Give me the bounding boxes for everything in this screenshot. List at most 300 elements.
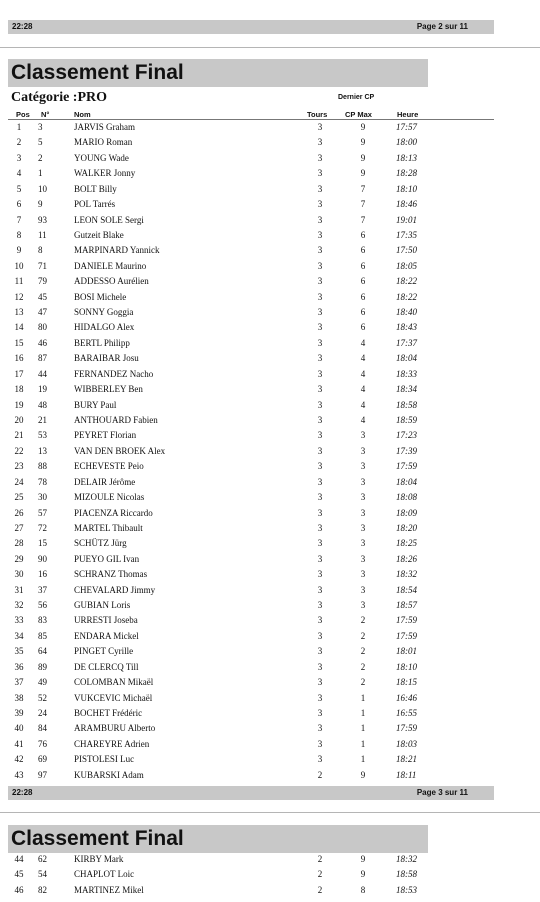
cell-pos: 46: [14, 884, 24, 895]
cell-pos: 39: [14, 707, 24, 718]
cell-pos: 14: [14, 322, 24, 333]
table-row: [0, 867, 540, 882]
cell-tours: 3: [317, 538, 323, 549]
cell-heure: 18:53: [396, 884, 417, 895]
cell-pos: 15: [14, 337, 24, 348]
table-row: [0, 691, 540, 706]
cell-pos: 35: [14, 646, 24, 657]
header-heure: Heure: [397, 110, 419, 119]
cell-cp: 6: [360, 307, 366, 318]
cell-num: 9: [38, 199, 43, 210]
cell-tours: 3: [317, 337, 323, 348]
table-row: [0, 675, 540, 690]
table-row: [0, 243, 540, 258]
cell-cp: 2: [360, 677, 366, 688]
cell-cp: 1: [360, 707, 366, 718]
cell-cp: 3: [360, 445, 366, 456]
table-row: [0, 852, 540, 867]
cell-nom: YOUNG Wade: [74, 152, 129, 163]
cell-cp: 9: [360, 152, 366, 163]
cell-heure: 18:15: [396, 677, 417, 688]
cell-tours: 3: [317, 122, 323, 132]
cell-heure: 18:10: [396, 183, 417, 194]
cell-heure: 18:10: [396, 661, 417, 672]
cell-tours: 3: [317, 522, 323, 533]
cell-pos: 3: [16, 152, 22, 163]
cell-nom: BARAIBAR Josu: [74, 353, 139, 364]
cell-tours: 3: [317, 307, 323, 318]
table-row: [0, 413, 540, 428]
cell-heure: 18:22: [396, 276, 417, 287]
cell-cp: 3: [360, 492, 366, 503]
cell-cp: 3: [360, 584, 366, 595]
cell-tours: 3: [317, 461, 323, 472]
cell-cp: 3: [360, 569, 366, 580]
cell-nom: BURY Paul: [74, 399, 117, 410]
cell-heure: 18:40: [396, 307, 417, 318]
table-row: [0, 752, 540, 767]
cell-pos: 11: [14, 276, 24, 287]
cell-pos: 26: [14, 507, 24, 518]
cell-cp: 4: [360, 414, 366, 425]
cell-cp: 3: [360, 476, 366, 487]
cell-num: 57: [38, 507, 47, 518]
page-number: Page 2 sur 11: [416, 22, 468, 31]
cell-nom: ECHEVESTE Peio: [74, 461, 144, 472]
cell-nom: JARVIS Graham: [74, 122, 136, 132]
table-row: [0, 166, 540, 181]
cell-cp: 9: [360, 168, 366, 179]
cell-num: 16: [38, 569, 47, 580]
cell-cp: 7: [360, 183, 366, 194]
table-row: [0, 644, 540, 659]
cell-heure: 18:05: [396, 260, 417, 271]
page-divider: [0, 47, 540, 48]
cell-heure: 16:46: [396, 692, 417, 703]
cell-nom: VUKCEVIC Michaël: [74, 692, 153, 703]
cell-nom: BOLT Billy: [74, 183, 117, 194]
cell-cp: 9: [360, 122, 366, 132]
cell-heure: 18:57: [396, 600, 417, 611]
page-number-2: Page 3 sur 11: [416, 788, 468, 797]
cell-tours: 3: [317, 199, 323, 210]
table-row: [0, 475, 540, 490]
table-row: [0, 197, 540, 212]
cell-pos: 34: [14, 630, 24, 641]
cell-nom: DE CLERCQ Till: [74, 661, 139, 672]
cell-tours: 3: [317, 445, 323, 456]
cell-nom: DANIELE Maurino: [74, 260, 147, 271]
table-row: [0, 351, 540, 366]
cell-num: 84: [38, 723, 47, 734]
cell-nom: ADDESSO Aurélien: [74, 276, 149, 287]
cell-nom: ANTHOUARD Fabien: [74, 414, 158, 425]
cell-pos: 37: [14, 677, 24, 688]
cell-pos: 38: [14, 692, 24, 703]
cell-tours: 3: [317, 276, 323, 287]
cell-cp: 3: [360, 430, 366, 441]
cell-tours: 3: [317, 214, 323, 225]
cell-heure: 18:58: [396, 399, 417, 410]
cell-cp: 9: [360, 854, 366, 864]
header-num: N°: [41, 110, 50, 119]
cell-pos: 33: [14, 615, 24, 626]
cell-tours: 3: [317, 630, 323, 641]
cell-num: 44: [38, 368, 47, 379]
cell-tours: 3: [317, 353, 323, 364]
cell-num: 69: [38, 754, 47, 765]
cell-nom: ENDARA Mickel: [74, 630, 139, 641]
cell-num: 24: [38, 707, 47, 718]
cell-pos: 13: [14, 307, 24, 318]
cell-heure: 17:39: [396, 445, 417, 456]
cell-tours: 3: [317, 677, 323, 688]
header-nom: Nom: [74, 110, 91, 119]
cell-nom: SCHÜTZ Jürg: [74, 538, 127, 549]
table-row: [0, 151, 540, 166]
cell-pos: 30: [14, 569, 24, 580]
cell-nom: FERNANDEZ Nacho: [74, 368, 154, 379]
table-row: [0, 274, 540, 289]
cell-heure: 19:01: [396, 214, 417, 225]
cell-pos: 7: [16, 214, 22, 225]
cell-num: 3: [38, 122, 43, 132]
table-row: [0, 213, 540, 228]
cell-tours: 3: [317, 754, 323, 765]
cell-tours: 3: [317, 507, 323, 518]
cell-cp: 1: [360, 692, 366, 703]
cell-heure: 18:22: [396, 291, 417, 302]
page-divider-2: [0, 812, 540, 813]
cell-num: 89: [38, 661, 47, 672]
cell-cp: 6: [360, 276, 366, 287]
cell-num: 30: [38, 492, 47, 503]
cell-cp: 8: [360, 884, 366, 895]
table-row: [0, 721, 540, 736]
cell-nom: SONNY Goggia: [74, 307, 134, 318]
cell-cp: 4: [360, 353, 366, 364]
cell-nom: MARTINEZ Mikel: [74, 884, 144, 895]
cell-nom: WIBBERLEY Ben: [74, 384, 143, 395]
cell-heure: 18:34: [396, 384, 417, 395]
table-row: [0, 444, 540, 459]
cell-nom: CHAPLOT Loic: [74, 869, 135, 880]
cell-tours: 3: [317, 707, 323, 718]
cell-heure: 18:32: [396, 854, 417, 864]
header-tours: Tours: [307, 110, 328, 119]
cell-tours: 3: [317, 291, 323, 302]
cell-cp: 2: [360, 630, 366, 641]
cell-tours: 3: [317, 229, 323, 240]
cell-cp: 2: [360, 661, 366, 672]
cell-nom: GUBIAN Loris: [74, 600, 131, 611]
cell-heure: 17:57: [396, 122, 417, 132]
cell-nom: Gutzeit Blake: [74, 229, 124, 240]
cell-tours: 2: [317, 869, 323, 880]
table-row: [0, 336, 540, 351]
page-title-2: Classement Final: [8, 825, 428, 853]
cell-pos: 17: [14, 368, 24, 379]
cell-cp: 2: [360, 646, 366, 657]
cell-num: 76: [38, 738, 47, 749]
cell-heure: 18:21: [396, 754, 417, 765]
cell-num: 85: [38, 630, 47, 641]
cell-nom: MARIO Roman: [74, 137, 133, 148]
cell-nom: WALKER Jonny: [74, 168, 136, 179]
cell-cp: 2: [360, 615, 366, 626]
cell-nom: PISTOLESI Luc: [74, 754, 135, 765]
cell-num: 11: [38, 229, 47, 240]
cell-cp: 4: [360, 368, 366, 379]
dernier-cp-header: Dernier CP: [338, 94, 375, 101]
cell-nom: LEON SOLE Sergi: [74, 214, 144, 225]
page-title: Classement Final: [8, 59, 428, 87]
cell-cp: 9: [360, 769, 366, 780]
cell-heure: 18:59: [396, 414, 417, 425]
cell-num: 46: [38, 337, 47, 348]
cell-pos: 32: [14, 600, 24, 611]
cell-num: 37: [38, 584, 47, 595]
cell-num: 93: [38, 214, 47, 225]
cell-nom: PEYRET Florian: [74, 430, 137, 441]
print-time-2: 22:28: [12, 788, 33, 797]
table-row: [0, 552, 540, 567]
cell-num: 52: [38, 692, 47, 703]
cell-pos: 45: [14, 869, 24, 880]
cell-cp: 4: [360, 399, 366, 410]
cell-heure: 17:35: [396, 229, 417, 240]
cell-num: 72: [38, 522, 47, 533]
cell-cp: 1: [360, 723, 366, 734]
cell-tours: 3: [317, 368, 323, 379]
cell-tours: 3: [317, 723, 323, 734]
cell-pos: 27: [14, 522, 24, 533]
cell-num: 19: [38, 384, 47, 395]
cell-pos: 44: [14, 854, 24, 864]
cell-nom: COLOMBAN Mikaël: [74, 677, 154, 688]
cell-pos: 40: [14, 723, 24, 734]
header-cpmax: CP Max: [345, 110, 372, 119]
cell-heure: 16:55: [396, 707, 417, 718]
cell-nom: MARPINARD Yannick: [74, 245, 160, 256]
cell-num: 64: [38, 646, 47, 657]
cell-cp: 7: [360, 214, 366, 225]
cell-pos: 18: [14, 384, 24, 395]
cell-pos: 6: [16, 199, 22, 210]
cell-num: 88: [38, 461, 47, 472]
table-row: [0, 305, 540, 320]
page-header-bar-2: [8, 786, 494, 800]
table-row: [0, 737, 540, 752]
table-row: [0, 459, 540, 474]
cell-pos: 42: [14, 754, 24, 765]
cell-cp: 1: [360, 754, 366, 765]
cell-tours: 3: [317, 322, 323, 333]
table-row: [0, 320, 540, 335]
cell-pos: 12: [14, 291, 24, 302]
table-row: [0, 398, 540, 413]
cell-pos: 9: [16, 245, 22, 256]
table-row: [0, 290, 540, 305]
cell-cp: 6: [360, 322, 366, 333]
table-row: [0, 428, 540, 443]
cell-cp: 6: [360, 229, 366, 240]
cell-heure: 18:04: [396, 353, 417, 364]
cell-pos: 23: [14, 461, 24, 472]
cell-heure: 18:09: [396, 507, 417, 518]
cell-cp: 6: [360, 245, 366, 256]
cell-pos: 22: [14, 445, 24, 456]
table-row: [0, 629, 540, 644]
cell-pos: 25: [14, 492, 24, 503]
table-row: [0, 135, 540, 150]
cell-heure: 18:43: [396, 322, 417, 333]
cell-heure: 17:59: [396, 723, 417, 734]
table-row: [0, 521, 540, 536]
cell-tours: 3: [317, 584, 323, 595]
table-row: [0, 182, 540, 197]
cell-num: 10: [38, 183, 47, 194]
cell-cp: 9: [360, 869, 366, 880]
cell-pos: 16: [14, 353, 24, 364]
cell-pos: 8: [16, 229, 22, 240]
cell-heure: 17:59: [396, 461, 417, 472]
cell-tours: 3: [317, 183, 323, 194]
cell-heure: 18:11: [396, 769, 417, 780]
table-row: [0, 613, 540, 628]
cell-nom: PUEYO GIL Ivan: [74, 553, 140, 564]
table-row: [0, 228, 540, 243]
cell-nom: PINGET Cyrille: [74, 646, 134, 657]
cell-pos: 21: [14, 430, 24, 441]
cell-num: 48: [38, 399, 47, 410]
cell-num: 71: [38, 260, 47, 271]
table-row: [0, 706, 540, 721]
cell-nom: KUBARSKI Adam: [74, 769, 144, 780]
cell-pos: 4: [16, 168, 22, 179]
cell-cp: 3: [360, 461, 366, 472]
cell-nom: CHEVALARD Jimmy: [74, 584, 156, 595]
cell-heure: 18:28: [396, 168, 417, 179]
cell-cp: 3: [360, 600, 366, 611]
cell-num: 5: [38, 137, 43, 148]
page-header-bar: [8, 20, 494, 34]
cell-cp: 6: [360, 260, 366, 271]
cell-heure: 18:46: [396, 199, 417, 210]
cell-pos: 10: [14, 260, 24, 271]
cell-heure: 18:26: [396, 553, 417, 564]
table-row: [0, 768, 540, 783]
table-row: [0, 598, 540, 613]
cell-cp: 3: [360, 553, 366, 564]
header-pos: Pos: [16, 110, 30, 119]
cell-heure: 18:58: [396, 869, 417, 880]
cell-tours: 3: [317, 245, 323, 256]
cell-heure: 18:20: [396, 522, 417, 533]
cell-num: 21: [38, 414, 47, 425]
cell-pos: 43: [14, 769, 24, 780]
cell-tours: 2: [317, 769, 323, 780]
cell-tours: 3: [317, 137, 323, 148]
cell-tours: 3: [317, 661, 323, 672]
cell-nom: URRESTI Joseba: [74, 615, 138, 626]
cell-pos: 20: [14, 414, 24, 425]
cell-num: 8: [38, 245, 43, 256]
cell-tours: 2: [317, 854, 323, 864]
table-row: [0, 490, 540, 505]
table-row: [0, 583, 540, 598]
cell-heure: 18:00: [396, 137, 417, 148]
cell-num: 97: [38, 769, 47, 780]
cell-pos: 24: [14, 476, 24, 487]
cell-nom: DELAIR Jérôme: [74, 476, 136, 487]
cell-num: 78: [38, 476, 47, 487]
cell-heure: 18:13: [396, 152, 417, 163]
cell-cp: 3: [360, 522, 366, 533]
cell-tours: 3: [317, 569, 323, 580]
cell-pos: 5: [16, 183, 22, 194]
cell-pos: 41: [14, 738, 24, 749]
cell-heure: 18:03: [396, 738, 417, 749]
cell-nom: MARTEL Thibault: [74, 522, 143, 533]
cell-pos: 1: [16, 122, 22, 132]
cell-cp: 4: [360, 337, 366, 348]
cell-tours: 3: [317, 430, 323, 441]
table-row: [0, 382, 540, 397]
table-row: [0, 120, 540, 135]
cell-pos: 28: [14, 538, 24, 549]
table-row: [0, 660, 540, 675]
cell-nom: CHAREYRE Adrien: [74, 738, 150, 749]
cell-tours: 3: [317, 615, 323, 626]
cell-nom: PIACENZA Riccardo: [74, 507, 153, 518]
cell-num: 80: [38, 322, 47, 333]
cell-cp: 9: [360, 137, 366, 148]
cell-heure: 17:37: [396, 337, 417, 348]
cell-cp: 3: [360, 507, 366, 518]
table-row: [0, 506, 540, 521]
cell-nom: BERTL Philipp: [74, 337, 130, 348]
cell-tours: 3: [317, 492, 323, 503]
cell-heure: 18:08: [396, 492, 417, 503]
cell-tours: 3: [317, 600, 323, 611]
cell-num: 2: [38, 152, 43, 163]
table-row: [0, 883, 540, 898]
cell-heure: 17:59: [396, 630, 417, 641]
cell-tours: 2: [317, 884, 323, 895]
table-row: [0, 367, 540, 382]
cell-nom: HIDALGO Alex: [74, 322, 135, 333]
cell-tours: 3: [317, 168, 323, 179]
table-row: [0, 259, 540, 274]
cell-tours: 3: [317, 260, 323, 271]
cell-tours: 3: [317, 414, 323, 425]
cell-pos: 31: [14, 584, 24, 595]
cell-pos: 29: [14, 553, 24, 564]
cell-num: 87: [38, 353, 47, 364]
cell-nom: KIRBY Mark: [74, 854, 124, 864]
cell-num: 82: [38, 884, 47, 895]
cell-heure: 18:01: [396, 646, 417, 657]
table-row: [0, 536, 540, 551]
cell-cp: 7: [360, 199, 366, 210]
cell-num: 49: [38, 677, 47, 688]
print-time: 22:28: [12, 22, 33, 31]
cell-cp: 1: [360, 738, 366, 749]
cell-tours: 3: [317, 553, 323, 564]
cell-num: 1: [38, 168, 43, 179]
cell-num: 62: [38, 854, 47, 864]
